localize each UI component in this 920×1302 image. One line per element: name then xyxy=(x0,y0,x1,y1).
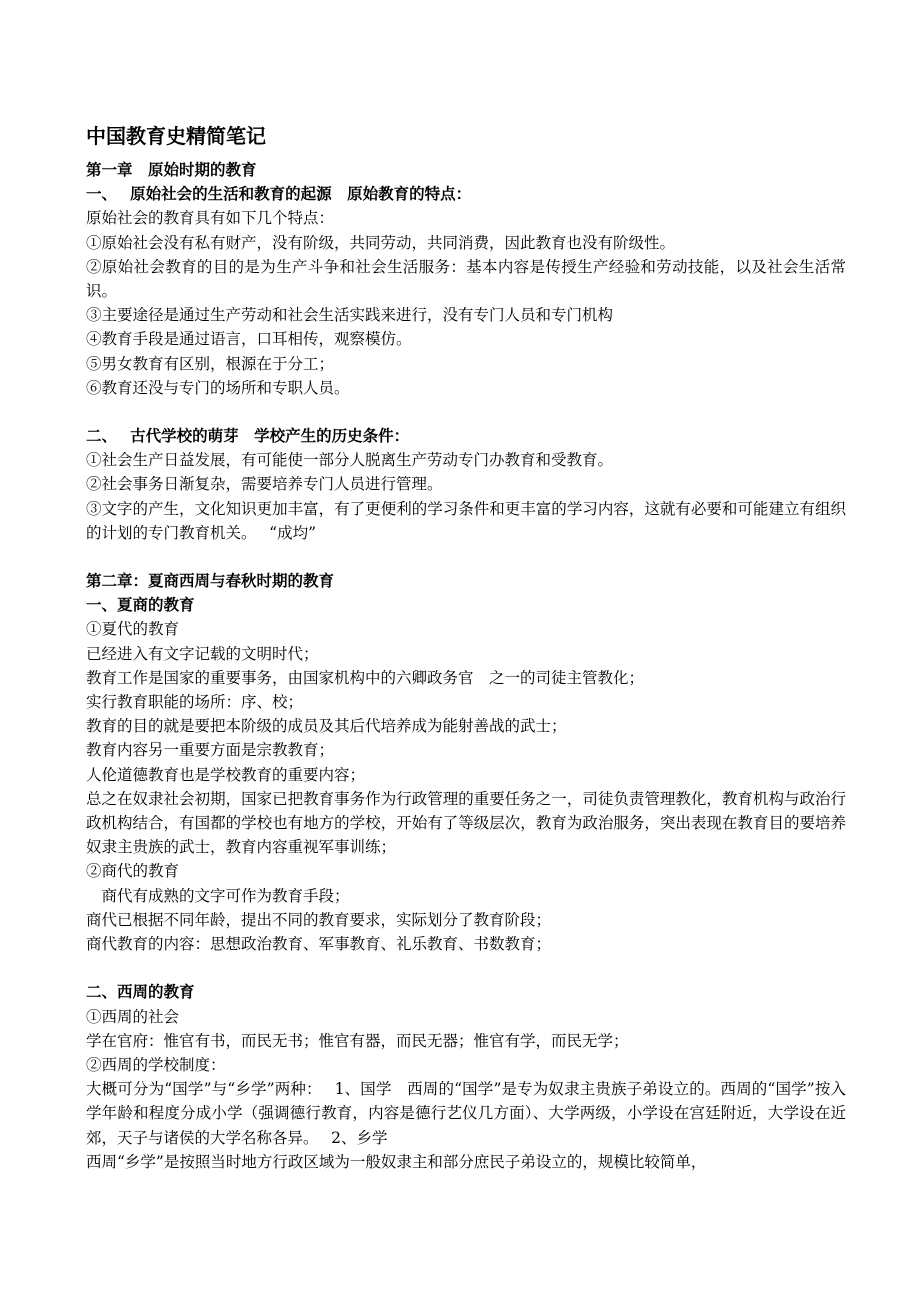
paragraph-line: ①社会生产日益发展，有可能使一部分人脱离生产劳动专门办教育和受教育。 xyxy=(86,451,614,470)
section-1-2-heading: 二、 古代学校的萌芽 学校产生的历史条件： xyxy=(86,426,410,446)
paragraph-line: ③主要途径是通过生产劳动和社会生活实践来进行，没有专门人员和专门机构 xyxy=(86,306,614,325)
paragraph-line: 教育内容另一重要方面是宗教教育； xyxy=(86,741,335,760)
paragraph-line: 商代已根据不同年龄，提出不同的教育要求，实际划分了教育阶段； xyxy=(86,910,552,929)
paragraph-line: ②商代的教育 xyxy=(86,862,180,881)
paragraph-line: 实行教育职能的场所：序、校； xyxy=(86,693,304,712)
paragraph-line: 大概可分为“国学”与“乡学”两种： 1、国学 西周的“国学”是专为奴隶主贵族子弟设立的。西周的“国学”按入学年龄和程度分成小学（强调德行教育，内容是德行艺仪几方面）、大学两级，小学设在宫廷附近，大学设在近郊，天子与诸侯的大学名称各异。 2、乡学 xyxy=(86,1080,846,1147)
paragraph-line: ⑥教育还没与专门的场所和专职人员。 xyxy=(86,378,350,397)
paragraph-line: ⑤男女教育有区别，根源在于分工； xyxy=(86,354,335,373)
document-page xyxy=(86,122,846,1174)
paragraph-line: 教育的目的就是要把本阶级的成员及其后代培养成为能射善战的武士； xyxy=(86,717,567,736)
paragraph-line: 已经进入有文字记载的文明时代； xyxy=(86,644,319,663)
document-title: 中国教育史精简笔记 xyxy=(86,124,266,148)
spacer xyxy=(86,400,846,424)
paragraph-line: ①西周的社会 xyxy=(86,1007,180,1026)
paragraph-line: ③文字的产生，文化知识更加丰富，有了更便利的学习条件和更丰富的学习内容，这就有必要和可能建立有组织的计划的专门教育机关。 “成均” xyxy=(86,499,846,542)
paragraph-line: ④教育手段是通过语言，口耳相传，观察模仿。 xyxy=(86,330,412,349)
spacer xyxy=(86,545,846,569)
paragraph-line: ①夏代的教育 xyxy=(86,620,180,639)
chapter-1-heading: 第一章 原始时期的教育 xyxy=(86,160,257,179)
paragraph-line: 总之在奴隶社会初期，国家已把教育事务作为行政管理的重要任务之一，司徒负责管理教化，教育机构与政治行政机构结合，有国都的学校也有地方的学校，开始有了等级层次，教育为政治服务，突出表现在教育目的要培养奴隶主贵族的武士，教育内容重视军事训练； xyxy=(86,789,846,857)
spacer xyxy=(86,956,846,980)
paragraph-line: 商代教育的内容：思想政治教育、军事教育、礼乐教育、书数教育； xyxy=(86,935,552,954)
paragraph-line: 学在官府：惟官有书，而民无书；惟官有器，而民无器；惟官有学，而民无学； xyxy=(86,1031,629,1050)
section-1-1-heading: 一、 原始社会的生活和教育的起源 原始教育的特点： xyxy=(86,184,472,204)
paragraph-line: 商代有成熟的文字可作为教育手段； xyxy=(86,886,350,905)
paragraph-line: 人伦道德教育也是学校教育的重要内容； xyxy=(86,765,366,784)
chapter-2-heading: 第二章：夏商西周与春秋时期的教育 xyxy=(86,571,335,591)
paragraph-line: ②社会事务日渐复杂，需要培养专门人员进行管理。 xyxy=(86,475,443,494)
section-2-1-heading: 一、夏商的教育 xyxy=(86,595,195,615)
paragraph-line: 教育工作是国家的重要事务，由国家机构中的六卿政务官 之一的司徒主管教化； xyxy=(86,668,645,687)
section-2-2-heading: 二、西周的教育 xyxy=(86,982,195,1002)
paragraph-line: 西周“乡学”是按照当时地方行政区域为一般奴隶主和部分庶民子弟设立的，规模比较简单， xyxy=(86,1152,707,1171)
paragraph-line: ②西周的学校制度： xyxy=(86,1055,226,1074)
paragraph-line: ①原始社会没有私有财产，没有阶级，共同劳动，共同消费，因此教育也没有阶级性。 xyxy=(86,233,676,252)
paragraph-line: 原始社会的教育具有如下几个特点： xyxy=(86,209,335,228)
paragraph-line: ②原始社会教育的目的是为生产斗争和社会生活服务：基本内容是传授生产经验和劳动技能，以及社会生活常识。 xyxy=(86,257,846,301)
